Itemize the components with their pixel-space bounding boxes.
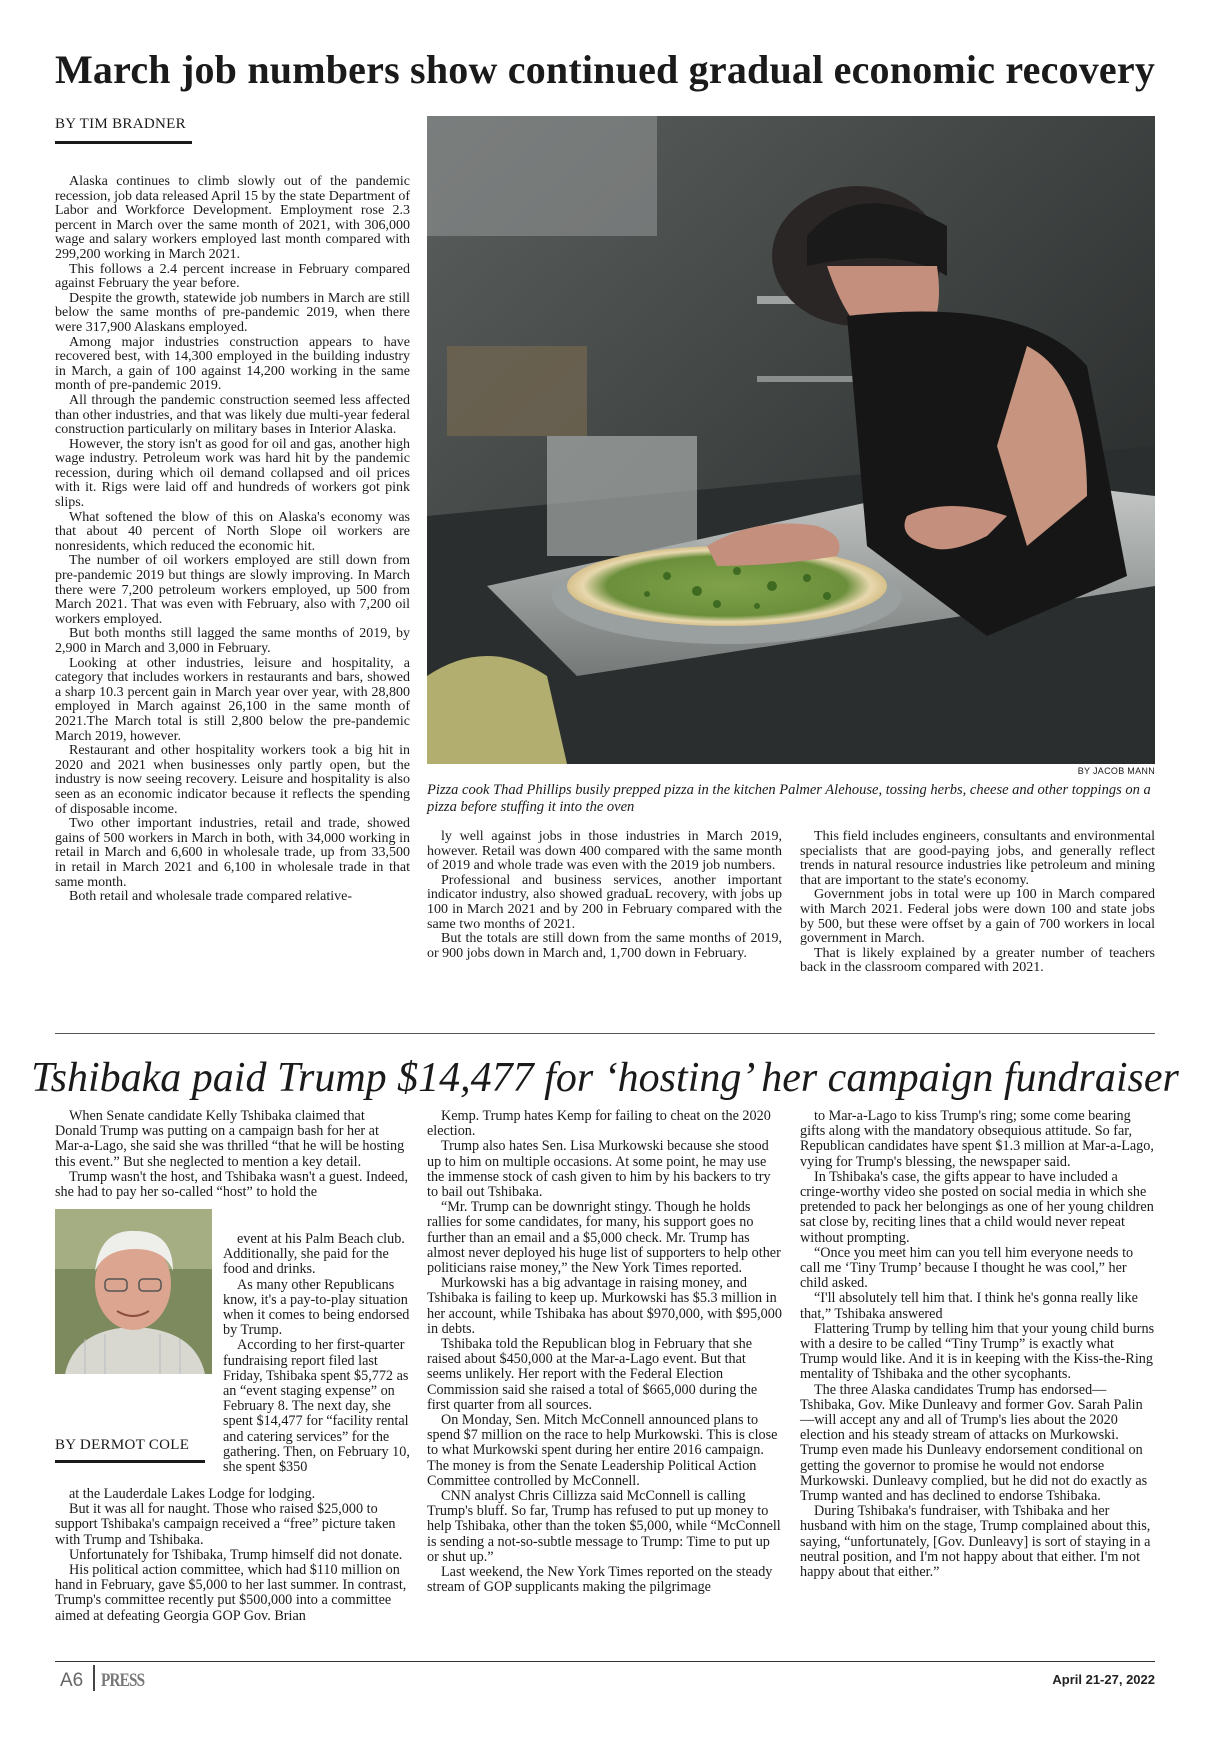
paragraph: event at his Palm Beach club. Additionally, she paid for the food and drinks.	[223, 1231, 405, 1278]
story2-column-3	[800, 1109, 1155, 1580]
story1-column-2	[427, 830, 782, 961]
paragraph: This field includes engineers, consultants and environmental specialists that are good-paying jobs, and generally reflect trends in natural resource industries like petroleum and mining that are important to the state's economy.	[800, 829, 1155, 888]
author-portrait	[55, 1209, 212, 1374]
paragraph: However, the story isn't as good for oil and gas, another high wage industry. Petroleum work was hard hit by the pandemic recession, during which oil demand collapsed and oil prices with it. Rigs were laid off and hundreds of workers got pink slips.	[55, 436, 410, 511]
paragraph: On Monday, Sen. Mitch McConnell announced plans to spend $7 million on the race to help Murkowski. This is close to what Murkowski spent during her entire 2016 campaign. The money is from the Senate Leadership Political Action Committee controlled by McConnell.	[427, 1412, 778, 1489]
portrait-illustration	[55, 1209, 212, 1374]
footer-rule	[55, 1661, 1155, 1662]
story1-column-3	[800, 830, 1155, 976]
paragraph: What softened the blow of this on Alaska's economy was that about 40 percent of North Slope oil workers are nonresidents, which reduced the economic hit.	[55, 509, 410, 554]
paragraph: Government jobs in total were up 100 in March compared with March 2021. Federal jobs were down 100 and state jobs by 500, but these were offset by a gain of 700 workers in local government in March.	[800, 887, 1155, 947]
story2-headline: Tshibaka paid Trump $14,477 for ‘hosting’ her campaign fundraiser	[31, 1055, 1179, 1101]
kitchen-photo-illustration	[427, 116, 1155, 764]
paragraph: Restaurant and other hospitality workers took a big hit in 2020 and 2021 when businesses only partly open, but the industry is now seeing recovery. Leisure and hospitality is also seen as an economic indicator because it reflects the spending of disposable income.	[55, 743, 410, 817]
paragraph: at the Lauderdale Lakes Lodge for lodging.	[69, 1486, 316, 1502]
story2-byline: BY DERMOT COLE	[55, 1437, 190, 1453]
paragraph: That is likely explained by a greater number of teachers back in the classroom compared with 2021.	[800, 945, 1155, 976]
paragraph: But it was all for naught. Those who raised $25,000 to support Tshibaka's campaign received a “free” picture taken with Trump and Tshibaka.	[55, 1501, 396, 1548]
paragraph: But the totals are still down from the same months of 2019, or 900 jobs down in March and, 1,700 down in February.	[427, 931, 782, 961]
paragraph: Flattering Trump by telling him that your young child burns with a desire to be called “Tiny Trump” is exactly what Trump would like. And it is in keeping with the Kiss-the-Ring mentality of Tshibaka and the other sycophants.	[800, 1320, 1155, 1383]
paragraph: Despite the growth, statewide job numbers in March are still below the same months of pre-pandemic 2019, when there were 317,900 Alaskans employed.	[55, 290, 410, 335]
story1-headline: March job numbers show continued gradual economic recovery	[54, 47, 1156, 92]
paragraph: Trump also hates Sen. Lisa Murkowski because she stood up to him on multiple occasions. At some point, he may use the immense stock of cash given to him by his backers to try to bail out Tshibaka.	[427, 1138, 771, 1201]
paragraph: Alaska continues to climb slowly out of the pandemic recession, job data released April 15 by the state Department of Labor and Workforce Development. Employment rose 2.3 percent in March over the same month of 2021, with 306,000 wage and salary workers employed last month compared with 299,200 working in March 2021.	[55, 174, 410, 262]
paragraph: According to her first-quarter fundraising report filed last Friday, Tshibaka spent $5,772 as an “event staging expense” on February 8. The next day, she spent $14,477 for “facility rental and catering services” for the gathering. Then, on February 10, she spent $350	[223, 1337, 410, 1476]
pizza-cook-photo	[427, 116, 1155, 764]
press-logo: PRESS	[101, 1670, 145, 1691]
story2-column-1-wrap	[223, 1232, 410, 1475]
byline-rule-2	[55, 1460, 205, 1463]
story1-column-1	[55, 175, 410, 905]
paragraph: Looking at other industries, leisure and hospitality, a category that includes workers in restaurants and bars, showed a sharp 10.3 percent gain in March year over year, with 28,800 employed in March against 26,100 in the same month of 2021.The March total is still 2,800 below the pre-pandemic March 2019, however.	[55, 655, 410, 744]
photo-caption: Pizza cook Thad Phillips busily prepped pizza in the kitchen Palmer Alehouse, tossing herbs, cheese and other toppings on a pizza before stuffing it into the oven	[427, 782, 1151, 815]
paragraph: Among major industries construction appears to have recovered best, with 14,300 employed in the building industry in March, a gain of 100 against 14,200 working in the same month of pre-pandemic 2019.	[55, 334, 410, 394]
photo-credit: BY JACOB MANN	[1077, 766, 1155, 776]
page-number: A6	[60, 1670, 84, 1691]
paragraph: “Once you meet him can you tell him everyone needs to call me ‘Tiny Trump’ because I thought he was cool,” her child asked.	[800, 1244, 1134, 1292]
paragraph: The number of oil workers employed are still down from pre-pandemic 2019 but things are slowly improving. In March there were 7,200 petroleum workers employed, up 500 from March 2021. That was even with February, also with 7,200 oil workers employed.	[55, 553, 410, 627]
paragraph: “Mr. Trump can be downright stingy. Though he holds rallies for some candidates, for many, his support goes no further than an email and a $5,000 check. Mr. Trump has almost never deployed his huge list of supporters to help other politicians raise money,” the New York Times reported.	[427, 1199, 781, 1277]
paragraph: But both months still lagged the same months of 2019, by 2,900 in March and 3,000 in February.	[55, 626, 410, 656]
paragraph: Professional and business services, another important indicator industry, also showed graduaL recovery, with jobs up 100 in March 2021 and by 200 in February compared with the same two months of 2021.	[427, 872, 782, 932]
story2-column-1-top	[55, 1109, 410, 1200]
paragraph: Murkowski has a big advantage in raising money, and Tshibaka is failing to keep up. Murkowski has $5.3 million in her account, while Tshibaka has about $970,000, with $95,000 in debts.	[427, 1275, 782, 1337]
paragraph: Two other important industries, retail and trade, showed gains of 500 workers in March in both, with 34,000 working in retail in March and 6,600 in wholesale trade, up from 33,500 in retail in March 2021 and 6,100 in wholesale trade in that same month.	[55, 816, 410, 890]
paragraph: Both retail and wholesale trade compared relative-	[69, 889, 352, 905]
paragraph: In Tshibaka's case, the gifts appear to have included a cringe-worthy video she posted on social media in which she pretended to pack her belongings as one of her young children sat close by, reciting lines that a child would never repeat without prompting.	[800, 1168, 1154, 1246]
paragraph: CNN analyst Chris Cillizza said McConnell is calling Trump's bluff. So far, Trump has refused to put up money to help Tshibaka, other than the token $5,000, while “McConnell is sending a not-so-subtle message to Trump: Time to put up or shut up.”	[427, 1488, 781, 1565]
paragraph: This follows a 2.4 percent increase in February compared against February the year before.	[55, 261, 410, 292]
paragraph: The three Alaska candidates Trump has endorsed—Tshibaka, Gov. Mike Dunleavy and former Gov. Sarah Palin—will accept any and all of Trump's lies about the 2020 election and his steady stream of attacks on Murkowski. Trump even made his Dunleavy endorsement conditional on getting the governor to promise he would not endorse Murkowski. Dunleavy complied, but he did not do exactly as Trump wanted and has declined to endorse Tshibaka.	[800, 1381, 1148, 1505]
paragraph: Tshibaka told the Republican blog in February that she raised about $450,000 at the Mar-a-Lago event. But that seems unlikely. Her report with the Federal Election Commission said she raised a total of $665,000 during the first quarter from all sources.	[427, 1336, 758, 1413]
paragraph: As many other Republicans know, it's a pay-to-play situation when it comes to being endorsed by Trump.	[223, 1276, 410, 1339]
paragraph: Trump wasn't the host, and Tshibaka wasn't a guest. Indeed, she had to pay her so-called “host” to hold the	[55, 1168, 409, 1201]
paragraph: ly well against jobs in those industries in March 2019, however. Retail was down 400 compared with the same month of 2019 and whole trade was even with the 2019 job numbers.	[427, 829, 782, 874]
paragraph: All through the pandemic construction seemed less affected than other industries, and that was likely due multi-year federal construction particularly on military bases in Interior Alaska.	[55, 392, 410, 438]
paragraph: When Senate candidate Kelly Tshibaka claimed that Donald Trump was putting on a campaign bash for her at Mar-a-Lago, she said she was thrilled “that he will be hosting this event.” But she neglected to mention a key detail.	[55, 1108, 405, 1170]
story1-byline: BY TIM BRADNER	[55, 116, 186, 132]
paragraph: His political action committee, which had $110 million on hand in February, gave $5,000 to her last summer. In contrast, Trump's committee recently put $500,000 into a committee aimed at defeating Georgia GOP Gov. Brian	[55, 1562, 407, 1624]
footer-separator	[93, 1665, 95, 1691]
story2-column-2	[427, 1109, 782, 1596]
paragraph: Last weekend, the New York Times reported on the steady stream of GOP supplicants making the pilgrimage	[427, 1564, 773, 1596]
byline-rule	[55, 141, 192, 144]
paragraph: Kemp. Trump hates Kemp for failing to cheat on the 2020 election.	[427, 1108, 771, 1140]
story2-column-1-bottom	[55, 1487, 410, 1624]
issue-date: April 21-27, 2022	[1052, 1672, 1155, 1687]
section-divider	[55, 1033, 1155, 1034]
paragraph: Unfortunately for Tshibaka, Trump himself did not donate.	[69, 1546, 403, 1563]
paragraph: to Mar-a-Lago to kiss Trump's ring; some come bearing gifts along with the mandatory obsequious attitude. So far, Republican candidates have spent $1.3 million at Mar-a-Lago, vying for Trump's blessing, the newspaper said.	[800, 1108, 1154, 1170]
paragraph: During Tshibaka's fundraiser, with Tshibaka and her husband with him on the stage, Trump complained about this, saying, “unfortunately, [Gov. Dunleavy] is sort of staying in a neutral position, and I'm not happy about that either. I'm not happy about that either.”	[800, 1503, 1151, 1581]
paragraph: “I'll absolutely tell him that. I think he's gonna really like that,” Tshibaka answered	[800, 1290, 1138, 1322]
